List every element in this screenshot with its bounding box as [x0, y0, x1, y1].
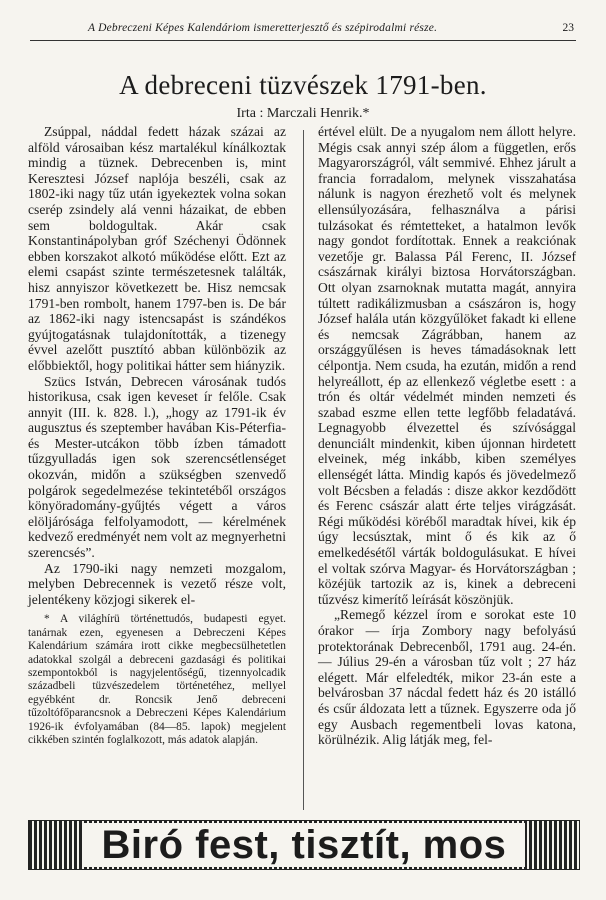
article-title: A debreceni tüzvészek 1791-ben.: [119, 70, 487, 100]
column-divider: [303, 130, 304, 810]
running-title: A Debreczeni Képes Kalendáriom ismeretterjesztő és szépirodalmi része.: [88, 22, 438, 34]
right-paragraph-2: „Remegő kézzel írom e sorokat este 10 órakor — írja Zombory nagy befolyású protektorának Debrecenből, 1791 aug. 24-én. — Július 29-én a városban tűz volt ; 27 ház elégett. Már elfeledték, mikor 23-án este a belvárosban 37 nácdal fedett ház és 20 istálló és csűr áldozata lett a tűznek. Egyszerre oda jő egy Ausbach regementbeli lovas katona, körülnézik. Alig látják meg, fel-: [318, 607, 576, 748]
left-column: [28, 124, 286, 747]
advertisement-banner: [28, 820, 580, 870]
page-number: 23: [562, 22, 574, 34]
article-byline: Irta : Marczali Henrik.*: [236, 106, 370, 121]
right-column: [318, 124, 576, 748]
footnote: * A világhírü történettudós, budapesti egyet. tanárnak ezen, egyenesen a Debreczeni Képes Kalendárium számára irott cikke megbecsülhetetlen adatokkal szolgál a debreceni gazdasági és politikai szempontokból is nagyjelentőségű, tizennyolcadik századbeli tüzvészedelem történetéhez, mellyel egyébként dr. Roncsik Jenő debreceni tűzoltófőparancsnok a Debreczeni Képes Kalendárium 1926-ik évfolyamában (84—85. lapok) megjelent cikkében szintén foglalkozott, más adatok alapján.: [28, 613, 286, 747]
advertisement-text: Biró fest, tisztít, mos: [83, 823, 525, 867]
running-header: [30, 22, 576, 41]
left-paragraph-1: Zsúppal, náddal fedett házak százai az alföld városaiban kész martalékul kínálkoztak mindig a tüznek. Debrecenben is, mint Keresztesi József naplója beszéli, csak az 1802-iki nagy tűz után igyekeztek volna sokan cserép zsindely alá venni házaikat, de ebben sem boldogultak. Akár csak Konstantinápolyban gróf Széchenyi Ödönnek ebben korszakot alkotó működése előtt. Ezt az elemi csapást szinte természetesnek találták, hisz annyiszor következett be. Hisz nemcsak 1791-ben rombolt, hanem 1797-ben is. De bár az 1862-iki nagy istencsapást is szándékos gyújtogatásnak tulajdonították, a tizenegy évvel azelőtt pusztító abban különbözik az előbbiektől, hogy politikai hátter sem hiányzik.: [28, 124, 286, 373]
left-paragraph-2: Szücs István, Debrecen városának tudós historikusa, csak igen keveset ír felőle. Csak annyit (III. k. 828. l.), „hogy az 1791-ik év augusztus és szeptember havában Kis-Péterfia- és Mester-utcákon több ízben támadott tűzgyulladás igen sok szerencsétlenséget okozván, midőn a szükségben szenvedő polgárok segedelmezése tekintetéből országos könyöradomány-gyűjtés végett a város elöljárósága felfolyamodott, — kérelmének kedvező eredményét nem volt az megnyerhetni szerencsés”.: [28, 373, 286, 561]
left-paragraph-3: Az 1790-iki nagy nemzeti mozgalom, melyben Debrecennek is vezető része volt, jelentékeny közjogi sikerek el-: [28, 560, 286, 607]
right-paragraph-1: értével elült. De a nyugalom nem állott helyre. Mégis csak annyi szép álom a független, erős Magyarországról, vált semmivé. Ehhez járult a francia forradalom, melynek visszahatása nálunk is nagyon érezhető volt és melynek ellensúlyozására, felhasználva a párisi tulzásokat és rémtetteket, a hatalmon levők nagy gondot fordítottak. Ennek a reakciónak vezetője gr. Balassa Pál Ferenc, II. József császárnak királyi biztosa Horvátországban. Ott olyan zsarnoknak mutatta magát, annyira túltett radikálizmusban a császáron is, hogy József halála után közgyűlöket fakadt ki ellene és nemcsak Zágrábban, hanem az országgyűlésen is heves támadásoknak lett célpontja. Nem csuda, ha ezután, midőn a rend helyreállott, ép az ellenkező végletbe esett : a trón és oltár védelmét minden nemzeti és szabad eszme ellen tette legfőbb feladatává. Legnagyobb élvezettel és szívósággal denunciált mindenkit, kiben újonnan hirdetett elveinek, még inkább, kiben személyes ellenségét látta. Mindig kapós és jövedelmező volt Bécsben a feladás : disze akkor kezdődött és Ferenc császár alatt érte teljes virágzását. Régi működési köréből maradtak hívei, kik ép úgy lecsúsztak, mint ő és kik az ő emelkedésétől várták boldogulásukat. E hívei el voltak szórva Magyar- és Horvátországban ; közéjük tartozik az is, kinek a debreceni tűzvész kimerítő leírását köszönjük.: [318, 124, 576, 607]
